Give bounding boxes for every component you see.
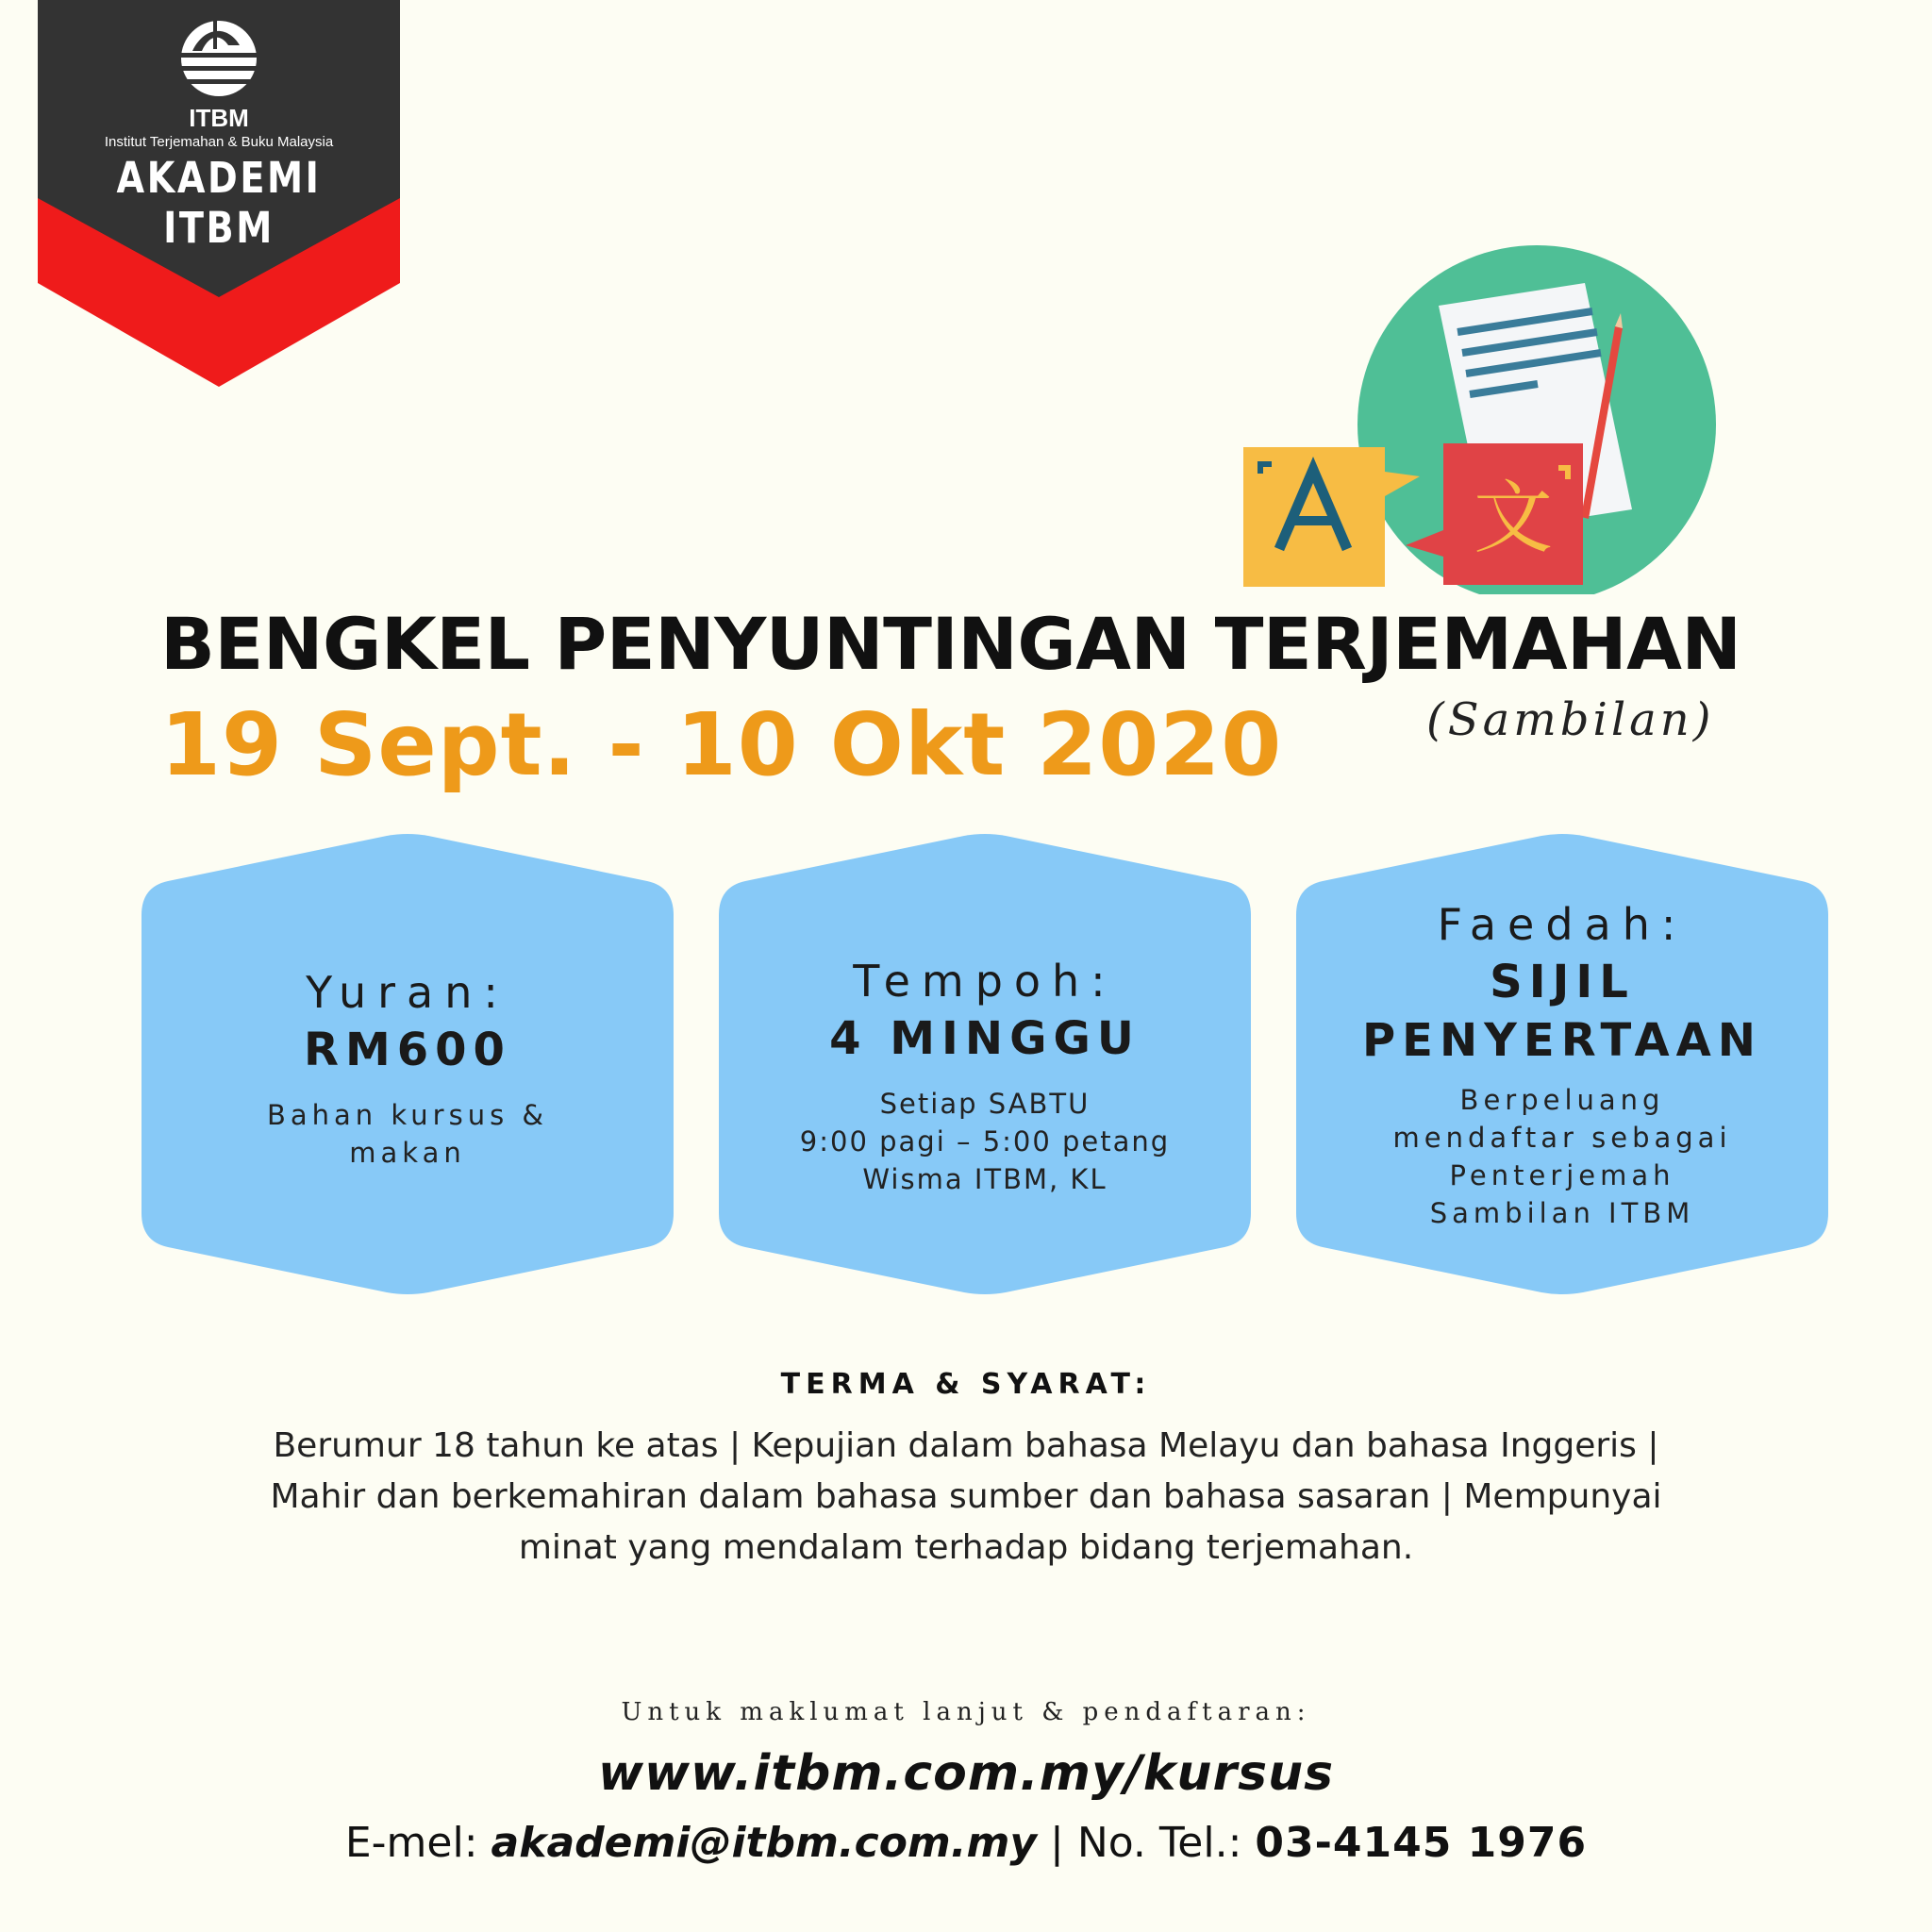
benefit-value: PENYERTAAN [1362, 1014, 1762, 1067]
fee-desc-line: Bahan kursus & [266, 1099, 549, 1131]
fee-description [142, 1096, 674, 1172]
benefit-desc-line: mendaftar sebagai [1392, 1122, 1732, 1154]
fee-card [142, 832, 674, 1296]
benefit-desc-line: Berpeluang [1459, 1084, 1665, 1116]
logo-name: ITBM [189, 104, 249, 132]
duration-description [719, 1085, 1251, 1198]
fee-desc-line: makan [349, 1137, 466, 1169]
academy-name: AKADEMI ITBM [116, 153, 322, 253]
event-dates: 19 Sept. - 10 Okt 2020 [160, 694, 1283, 795]
benefit-desc-line: Penterjemah [1449, 1159, 1675, 1191]
page-title: BENGKEL PENYUNTINGAN TERJEMAHAN [160, 602, 1741, 686]
duration-value: 4 MINGGU [829, 1012, 1141, 1065]
fee-label: Yuran: [306, 967, 509, 1018]
duration-desc-line: Wisma ITBM, KL [862, 1163, 1108, 1195]
benefit-card [1296, 832, 1828, 1296]
email-label: E-mel: [344, 1819, 478, 1867]
phone-label: No. Tel.: [1076, 1819, 1242, 1867]
email-link[interactable]: akademi@itbm.com.my [491, 1819, 1038, 1867]
benefit-label: Faedah: [1437, 899, 1688, 950]
terms-body [264, 1421, 1668, 1574]
duration-label: Tempoh: [853, 956, 1117, 1007]
logo-subtitle: Institut Terjemahan & Buku Malaysia [104, 134, 334, 150]
event-mode: (Sambilan) [1426, 693, 1715, 746]
info-label: Untuk maklumat lanjut & pendaftaran: [621, 1698, 1311, 1726]
target-glyph: 文 [1473, 472, 1554, 564]
duration-desc-line: 9:00 pagi – 5:00 petang [799, 1125, 1171, 1158]
terms-line: Berumur 18 tahun ke atas | Kepujian dalam bahasa Melayu dan bahasa Inggeris | [273, 1426, 1659, 1465]
contact-separator: | [1050, 1819, 1064, 1867]
duration-card [719, 832, 1251, 1296]
duration-desc-line: Setiap SABTU [879, 1088, 1091, 1120]
contact-line [0, 1819, 1932, 1867]
terms-line: minat yang mendalam terhadap bidang terjemahan. [518, 1528, 1414, 1567]
benefit-desc-line: Sambilan ITBM [1429, 1197, 1695, 1229]
website-link[interactable]: www.itbm.com.my/kursus [597, 1745, 1335, 1802]
terms-line: Mahir dan berkemahiran dalam bahasa sumber dan bahasa sasaran | Mempunyai [270, 1477, 1662, 1516]
benefit-value: SIJIL [1490, 956, 1635, 1008]
benefit-description [1296, 1081, 1828, 1232]
fee-value: RM600 [304, 1024, 511, 1076]
translate-illustration [1226, 245, 1726, 594]
phone-number[interactable]: 03-4145 1976 [1255, 1819, 1588, 1867]
terms-heading: TERMA & SYARAT: [780, 1368, 1152, 1401]
